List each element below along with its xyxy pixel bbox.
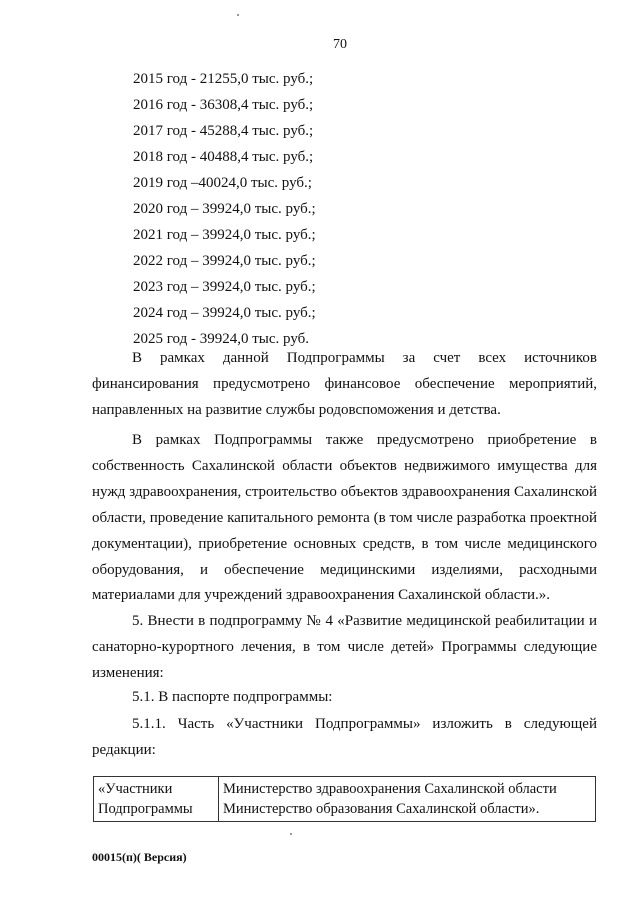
- participant-health-ministry: Министерство здравоохранения Сахалинской области: [223, 781, 557, 797]
- list-item: 2019 год –40024,0 тыс. руб.;: [133, 175, 312, 191]
- paragraph-5-1: 5.1. В паспорте подпрограммы:: [132, 689, 333, 705]
- paragraph-funding-summary: В рамках данной Подпрограммы за счет всех источников финансирования предусмотрено финансовое обеспечение мероприятий, направленных на развитие службы родовспоможения и детства.: [92, 350, 597, 418]
- list-item: 2020 год – 39924,0 тыс. руб.;: [133, 201, 316, 217]
- paragraph-acquisitions: В рамках Подпрограммы также предусмотрено приобретение в собственность Сахалинской области объектов недвижимого имущества для нужд здравоохранения, строительство объектов здравоохранения Сахалинской области, проведение капитального ремонта (в том числе разработка проектной документации), приобретение основных средств, в том числе медицинского оборудования, и обеспечение медицинскими изделиями, расходными материалами для учреждений здравоохранения Сахалинской области.».: [92, 432, 597, 604]
- table-row: [94, 777, 596, 822]
- list-item: 2018 год - 40488,4 тыс. руб.;: [133, 149, 314, 165]
- paragraph-5-1-1: 5.1.1. Часть «Участники Подпрограммы» изложить в следующей редакции:: [92, 716, 597, 758]
- list-item: 2016 год - 36308,4 тыс. руб.;: [133, 97, 314, 113]
- document-code-footer: 00015(п)( Версия): [92, 850, 187, 864]
- participants-table: [93, 776, 596, 822]
- participant-education-ministry: Министерство образования Сахалинской области».: [223, 801, 540, 817]
- participants-value-cell: [219, 777, 596, 822]
- list-item: 2025 год - 39924,0 тыс. руб.: [133, 331, 310, 347]
- participants-label-cell: «Участники Подпрограммы: [94, 777, 219, 822]
- funding-by-year-list: [133, 66, 316, 352]
- list-item: 2015 год - 21255,0 тыс. руб.;: [133, 71, 314, 87]
- list-item: 2024 год – 39924,0 тыс. руб.;: [133, 305, 316, 321]
- scan-speck: [290, 833, 292, 835]
- page-number: 70: [333, 37, 347, 52]
- list-item: 2021 год – 39924,0 тыс. руб.;: [133, 227, 316, 243]
- list-item: 2017 год - 45288,4 тыс. руб.;: [133, 123, 314, 139]
- paragraph-amendment-5: 5. Внести в подпрограмму № 4 «Развитие медицинской реабилитации и санаторно-курортного лечения, в том числе детей» Программы следующие изменения:: [92, 613, 597, 681]
- scan-speck: [237, 14, 239, 16]
- list-item: 2023 год – 39924,0 тыс. руб.;: [133, 279, 316, 295]
- list-item: 2022 год – 39924,0 тыс. руб.;: [133, 253, 316, 269]
